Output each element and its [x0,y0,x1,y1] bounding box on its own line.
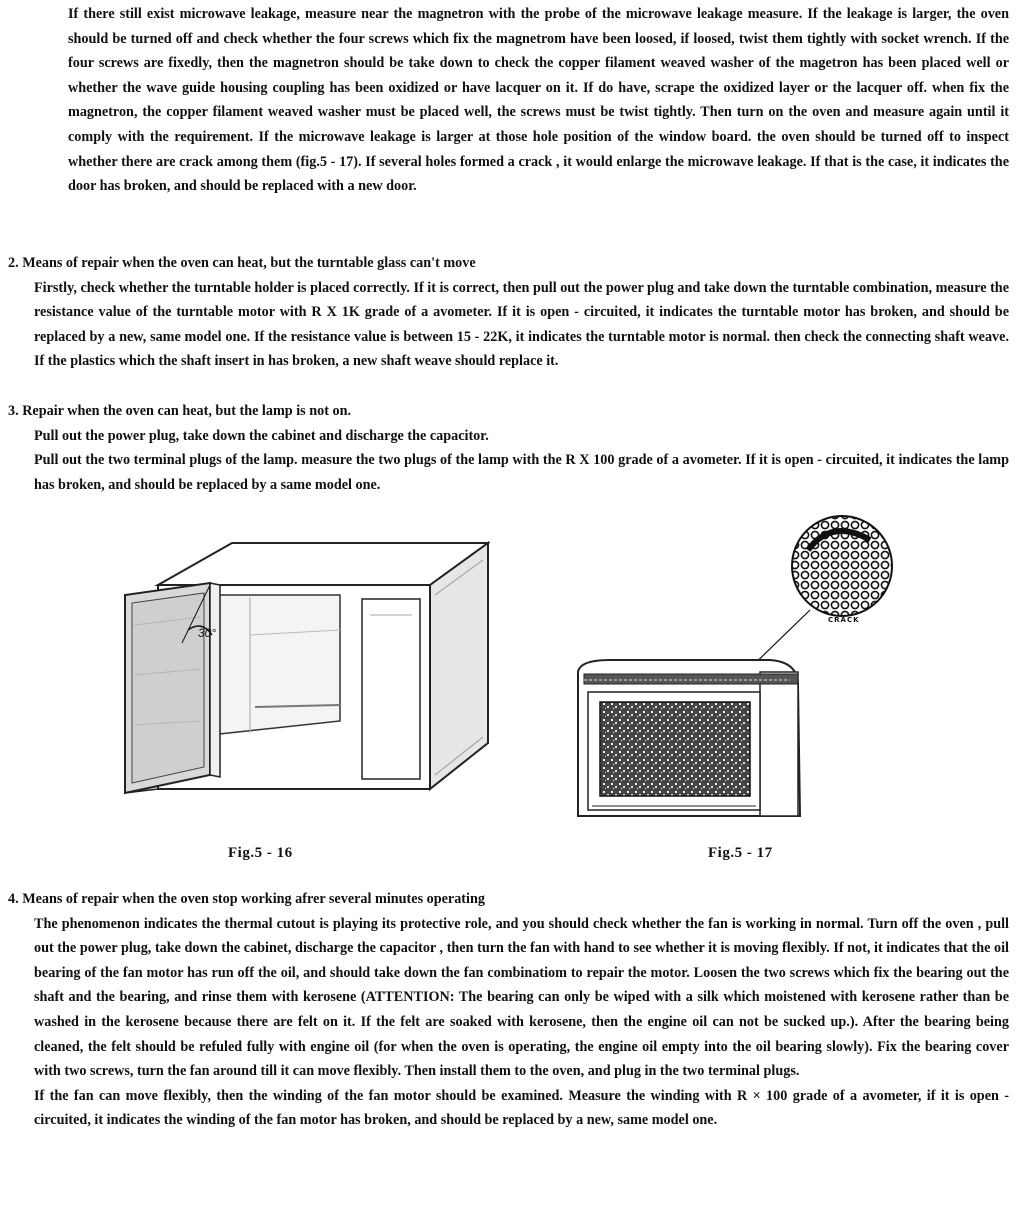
section-3-line-1: Pull out the power plug, take down the cabinet and discharge the capacitor. [34,427,489,444]
figure-5-17-window-crack [570,510,900,820]
section-4-body: The phenomenon indicates the thermal cutout is playing its protective role, and you should check whether the fan is working in normal. Turn off the oven , pull out the power plug, take down the cabinet, discharge the capacitor , then turn the fan with hand to see whether it is moving flexibly. If not, it indicates that the oil bearing of the fan motor has run off the oil, and should take down the fan combinatiom to repair the motor. Loosen the two screws which fix the bearing out the shaft and the bearing, and rinse them with kerosene (ATTENTION: The bearing can only be wiped with a silk which moistened with kerosene rather than be washed in the kerosene because there are felt on it. If the felt are soaked with kerosene, then the engine oil can not be sucked up.). After the bearing being cleaned, the felt should be refuled fully with engine oil (for when the oven is operating, the engine oil empty into the oil bearing slowly). Fix the bearing cover with two screws, turn the fan around till it can move flexibly. Then install them to the oven, and plug in the two terminal plugs. [34,915,1009,1080]
leakage-paragraph [68,2,1009,199]
section-2 [8,251,1009,374]
door-angle-label: 30° [198,626,217,640]
crack-callout-label: CRACK [828,616,860,624]
section-2-body: Firstly, check whether the turntable holder is placed correctly. If it is correct, then pull out the power plug and take down the turntable combination, measure the resistance value of the turntable motor with R X 1K grade of a avometer. If it is open - circuited, it indicates the turntable motor has broken, and should be replaced by a new, same model one. If the resistance value is between 15 - 22K, it indicates the turntable motor is normal. then check the connecting shaft weave. If the plastics which the shaft insert in has broken, a new shaft weave should replace it. [34,279,1009,370]
leakage-text: If there still exist microwave leakage, measure near the magnetron with the probe of the microwave leakage measure. If the leakage is larger, the oven should be turned off and check whether the four screws which fix the magnetrom have been loosed, if loosed, twist them tightly with socket wrench. If the four screws are fixedly, then the magnetron should be take down to check the copper filament weaved washer of the magetron has been placed well or whether the wave guide housing coupling has been oxidized or have lacquer on it. If do have, scrape the oxidized layer or the lacquer off. when fix the magnetron, the copper filament weaved washer must be placed well, the screws must be twist tightly. Then turn on the oven and measure again until it comply with the requirement. If the microwave leakage is larger at those hole position of the window board. the oven should be turned off to inspect whether there are crack among them (fig.5 - 17). If several holes formed a crack , it would enlarge the microwave leakage. If that is the case, it indicates the door has broken, and should be replaced with a new door. [68,6,1009,195]
figure-5-16-oven-door [100,525,490,805]
section-4-body-2: If the fan can move flexibly, then the winding of the fan motor should be examined. Measure the winding with R × 100 grade of a avometer, if it is open - circuited, it indicates the winding of the fan motor has broken, and should be replaced by a new, same model one. [34,1087,1009,1129]
figure-5-16-caption: Fig.5 - 16 [228,845,293,861]
section-2-heading: 2. Means of repair when the oven can heat, but the turntable glass can't move [8,255,476,271]
section-3-line-2: Pull out the two terminal plugs of the lamp. measure the two plugs of the lamp with the R X 100 grade of a avometer. If it is open - circuited, it indicates the lamp has broken, and should be replaced by a same model one. [34,452,1009,493]
section-3 [8,399,1009,497]
section-4-heading: 4. Means of repair when the oven stop working afrer several minutes operating [8,891,485,907]
section-4 [8,887,1009,1133]
figure-5-17-caption: Fig.5 - 17 [708,845,773,861]
section-3-heading: 3. Repair when the oven can heat, but the lamp is not on. [8,403,352,419]
